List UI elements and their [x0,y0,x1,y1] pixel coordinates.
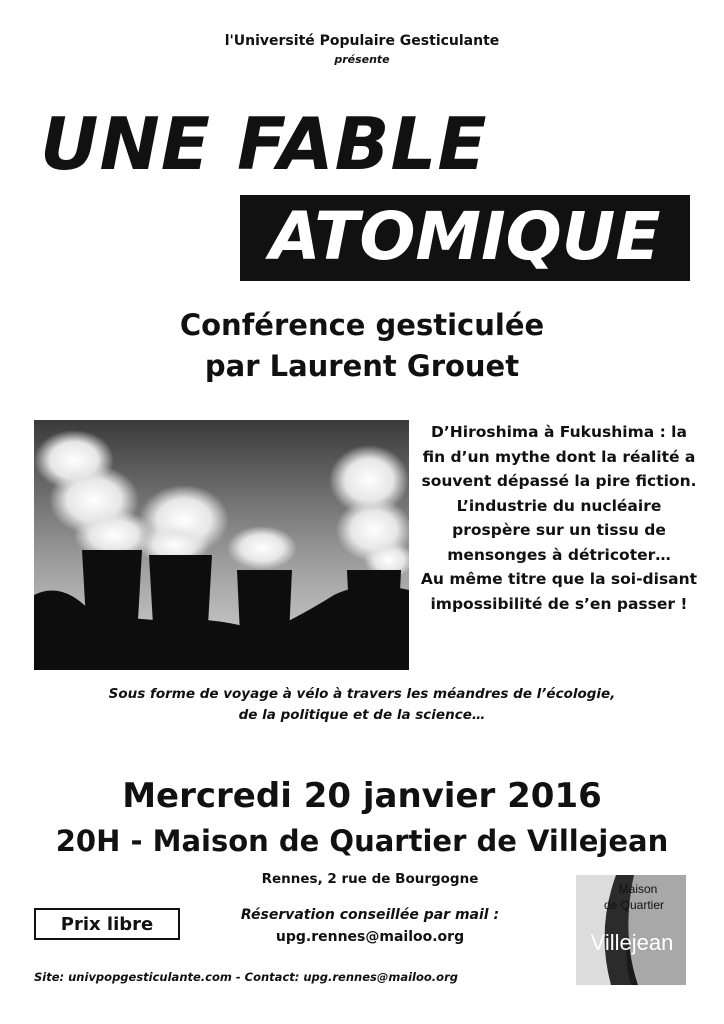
description-paragraph-2: Au même titre que la soi-disant impossibilité de s’en passer ! [420,570,698,613]
event-address: Rennes, 2 rue de Bourgogne [261,871,479,887]
price-label: Prix libre [60,913,154,935]
logo-line-1: Maison [618,882,658,896]
subtitle-line-2: par Laurent Grouet [204,349,520,383]
subtitle-line-1: Conférence gesticulée [179,308,545,342]
event-time-place: 20H - Maison de Quartier de Villejean [55,824,669,858]
title-line-2: ATOMIQUE [269,198,661,275]
title-line-1: UNE FABLE [40,102,488,186]
description-text [418,420,700,616]
voyage-line-2: de la politique et de la science… [238,707,486,723]
presents-label: présente [334,53,390,66]
logo-line-2: de Quartier [603,898,665,912]
logo-line-3: Villejean [590,930,674,955]
cooling-towers-photo [34,420,409,670]
maison-de-quartier-logo [576,875,686,985]
reservation-email[interactable]: upg.rennes@mailoo.org [275,929,465,945]
description-paragraph-1: D’Hiroshima à Fukushima : la fin d’un mythe dont la réalité a souvent dépassé la pire fiction. L’industrie du nucléaire prospère sur un tissu de mensonges à détricoter… [421,423,697,564]
footer-contact: Site: univpopgesticulante.com - Contact: upg.rennes@mailoo.org [34,970,458,984]
event-date: Mercredi 20 janvier 2016 [122,776,602,816]
reservation-label: Réservation conseillée par mail : [240,907,500,923]
price-box [34,908,180,940]
presenter-name: l'Université Populaire Gesticulante [224,33,500,49]
voyage-line-1: Sous forme de voyage à vélo à travers les méandres de l’écologie, [108,686,616,702]
